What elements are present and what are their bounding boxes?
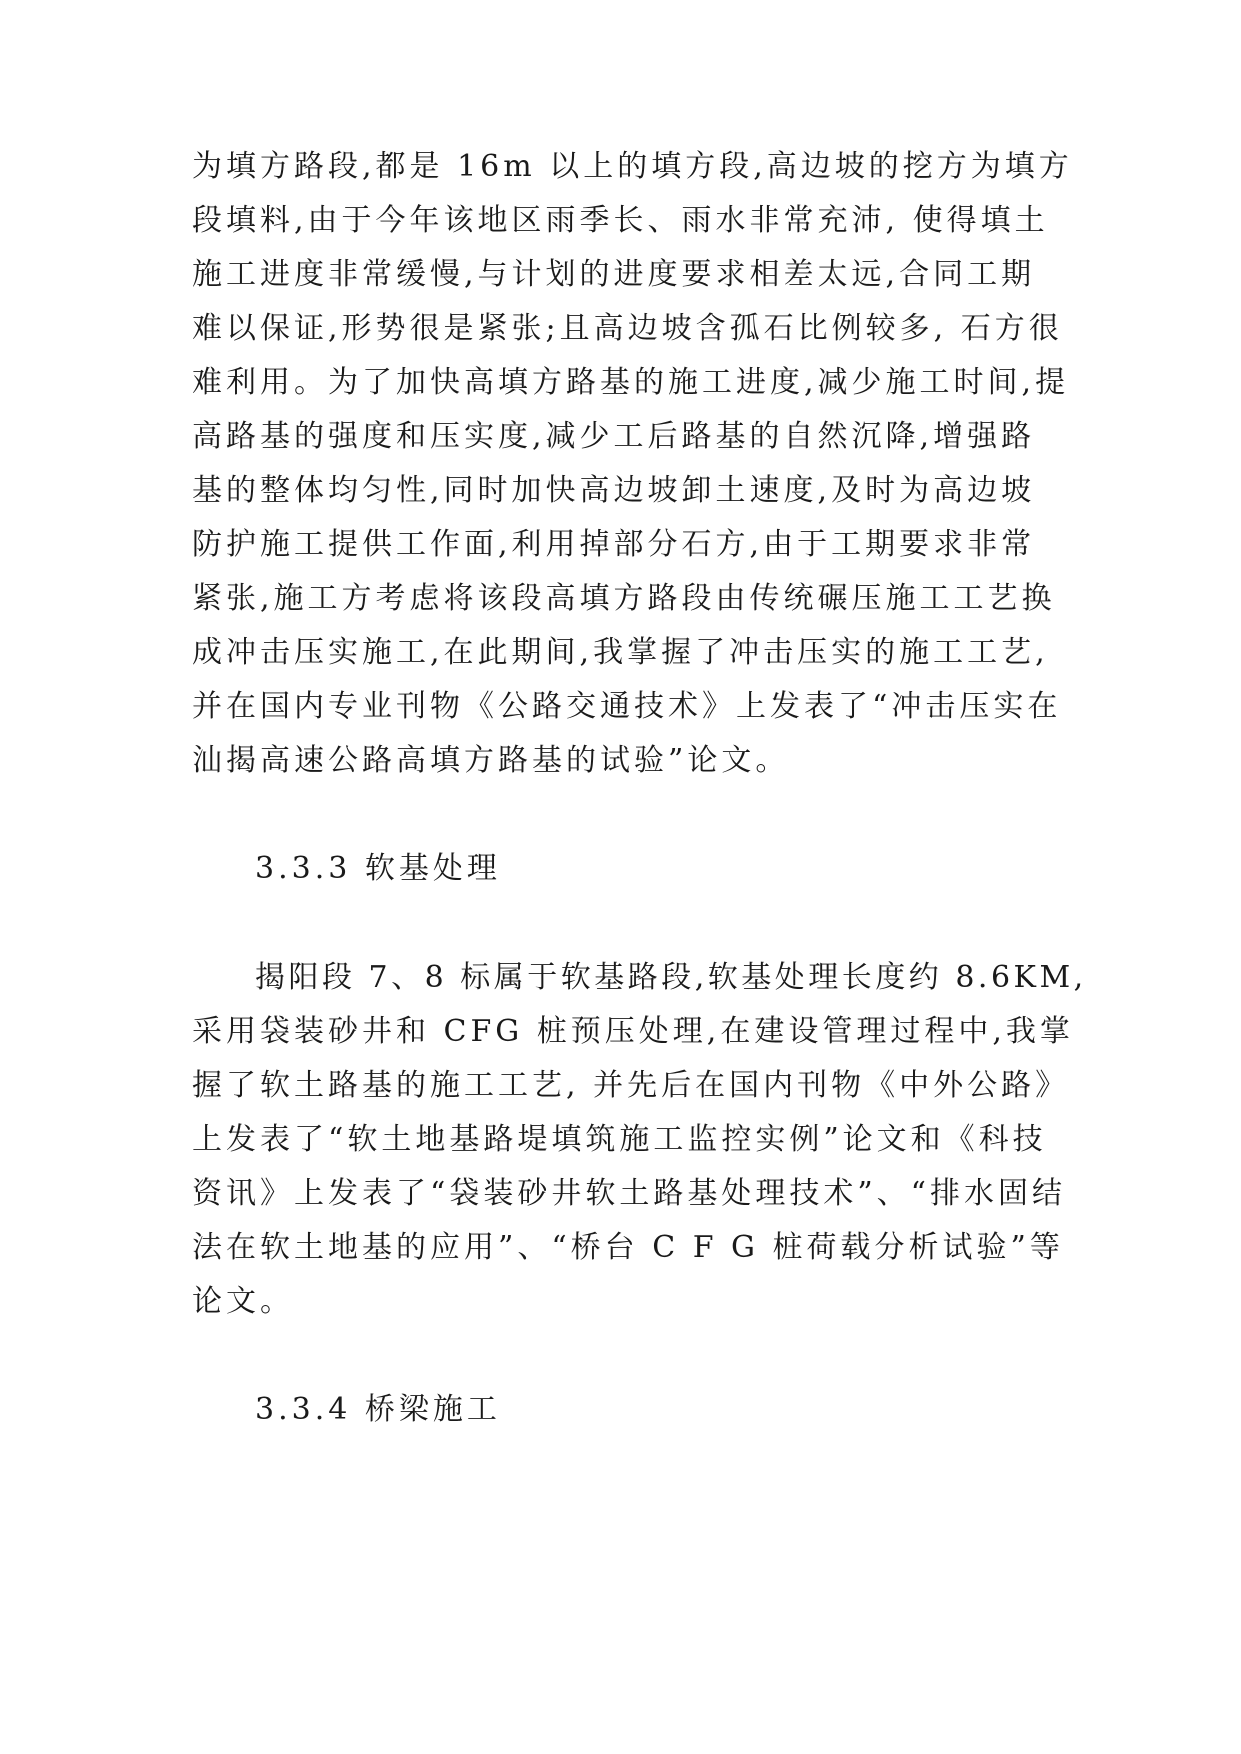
paragraph-1-line: 段填料,由于今年该地区雨季长、雨水非常充沛, 使得填土 [192, 203, 1049, 238]
paragraph-1-line: 基的整体均匀性,同时加快高边坡卸土速度,及时为高边坡 [192, 473, 1036, 508]
paragraph-1-line: 为填方路段,都是 16m 以上的填方段,高边坡的挖方为填方 [192, 149, 1073, 184]
paragraph-2-line: 法在软土地基的应用”、“桥台 C F G 桩荷载分析试验”等 [192, 1230, 1064, 1265]
paragraph-2-line: 握了软土路基的施工工艺, 并先后在国内刊物《中外公路》 [192, 1068, 1070, 1103]
paragraph-2-line: 论文。 [192, 1284, 294, 1319]
section-heading-3-3-3: 3.3.3 软基处理 [255, 851, 501, 886]
paragraph-1-line: 汕揭高速公路高填方路基的试验”论文。 [192, 743, 790, 778]
paragraph-1-line: 防护施工提供工作面,利用掉部分石方,由于工期要求非常 [192, 527, 1036, 562]
paragraph-1-line: 并在国内专业刊物《公路交通技术》上发表了“冲击压实在 [192, 689, 1062, 724]
paragraph-2-line: 资讯》上发表了“袋装砂井软土路基处理技术”、“排水固结 [192, 1176, 1067, 1211]
paragraph-2-line: 采用袋装砂井和 CFG 桩预压处理,在建设管理过程中,我掌 [192, 1014, 1074, 1049]
paragraph-1-line: 难以保证,形势很是紧张;且高边坡含孤石比例较多, 石方很 [192, 311, 1063, 346]
paragraph-1-line: 成冲击压实施工,在此期间,我掌握了冲击压实的施工工艺, [192, 635, 1049, 670]
paragraph-1-line: 紧张,施工方考虑将该段高填方路段由传统碾压施工工艺换 [192, 581, 1056, 616]
paragraph-2-line: 上发表了“软土地基路堤填筑施工监控实例”论文和《科技 [192, 1122, 1047, 1157]
section-heading-3-3-4: 3.3.4 桥梁施工 [255, 1392, 501, 1427]
paragraph-1-line: 高路基的强度和压实度,减少工后路基的自然沉降,增强路 [192, 419, 1036, 454]
paragraph-1-line: 难利用。为了加快高填方路基的施工进度,减少施工时间,提 [192, 365, 1070, 400]
paragraph-1-line: 施工进度非常缓慢,与计划的进度要求相差太远,合同工期 [192, 257, 1036, 292]
paragraph-2-line: 揭阳段 7、8 标属于软基路段,软基处理长度约 8.6KM, [255, 960, 1087, 995]
